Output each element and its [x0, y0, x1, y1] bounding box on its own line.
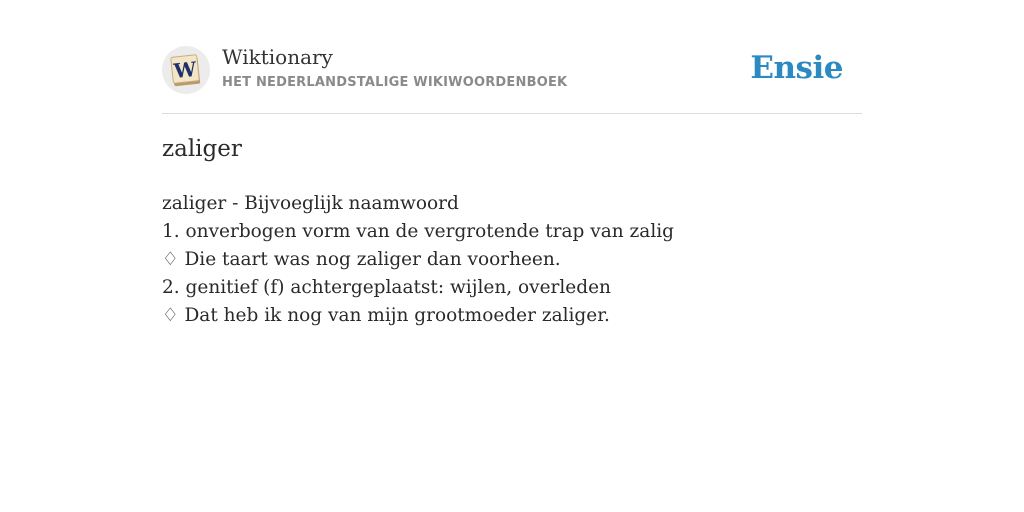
page-header	[162, 44, 862, 114]
definition-2: 2. genitief (f) achtergeplaatst: wijlen, overleden	[162, 277, 611, 298]
entry-heading: zaliger - Bijvoeglijk naamwoord	[162, 193, 459, 214]
site-title[interactable]: Wiktionary	[222, 45, 333, 69]
definition-entry	[162, 190, 862, 330]
page-title: zaliger	[162, 136, 242, 162]
svg-text:W: W	[172, 56, 198, 84]
brand-logo[interactable]: Ensie	[750, 50, 843, 86]
site-tagline: HET NEDERLANDSTALIGE WIKIWOORDENBOEK	[222, 75, 568, 90]
wiktionary-logo-icon[interactable]	[162, 46, 210, 94]
example-2: ♢ Dat heb ik nog van mijn grootmoeder zaliger.	[162, 305, 610, 326]
example-1: ♢ Die taart was nog zaliger dan voorheen.	[162, 249, 561, 270]
definition-1: 1. onverbogen vorm van de vergrotende trap van zalig	[162, 221, 674, 242]
page-container	[162, 0, 862, 512]
